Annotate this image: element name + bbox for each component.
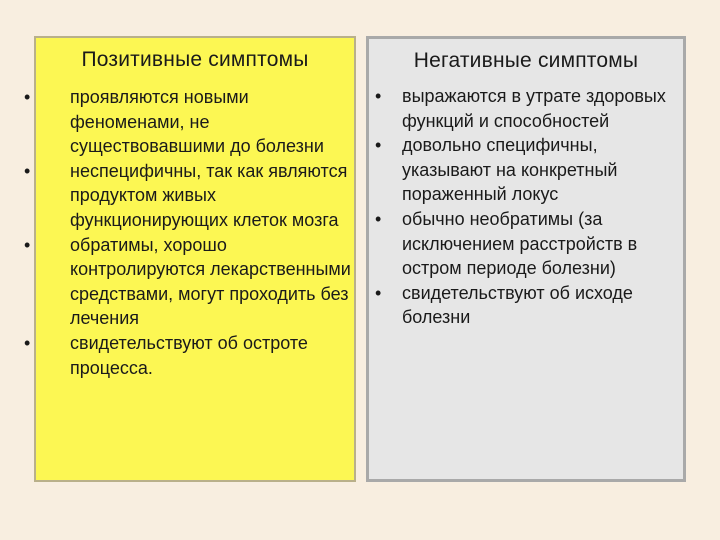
list-item-text: довольно специфичны, указывают на конкретный пораженный локус — [402, 135, 618, 205]
positive-symptoms-title: Позитивные симптомы — [81, 48, 309, 71]
bullet-icon: • — [375, 86, 382, 106]
list-item-text: проявляются новыми феноменами, не существовавшими до болезни — [70, 87, 324, 157]
bullet-icon: • — [24, 87, 31, 107]
positive-symptoms-list — [24, 85, 354, 380]
list-item — [24, 159, 354, 233]
negative-symptoms-list — [369, 84, 683, 330]
list-item-text: обычно необратимы (за исключением расстройств в остром периоде болезни) — [402, 208, 638, 279]
list-item — [24, 233, 354, 331]
list-item-text: выражаются в утрате здоровых функций и способностей — [402, 86, 666, 131]
bullet-icon: • — [24, 160, 31, 181]
list-item — [369, 207, 683, 281]
negative-symptoms-title: Негативные симптомы — [413, 49, 639, 72]
list-item — [24, 331, 354, 380]
positive-symptoms-panel — [24, 36, 356, 482]
list-item-text: свидетельствуют об остроте процесса. — [70, 332, 308, 378]
bullet-icon: • — [24, 332, 31, 353]
list-item — [369, 281, 683, 330]
bullet-icon: • — [375, 135, 382, 156]
bullet-icon: • — [375, 208, 382, 229]
negative-symptoms-panel — [366, 36, 686, 482]
bullet-icon: • — [24, 234, 31, 255]
list-item — [369, 84, 683, 133]
list-item-text: неспецифичны, так как являются продуктом живых функционирующих клеток мозга — [70, 160, 348, 230]
list-item — [369, 133, 683, 207]
list-item — [24, 85, 354, 159]
list-item-text: обратимы, хорошо контролируются лекарственными средствами, могут проходить без лечения — [70, 234, 351, 329]
bullet-icon: • — [375, 282, 382, 303]
list-item-text: свидетельствуют об исходе болезни — [402, 282, 633, 328]
